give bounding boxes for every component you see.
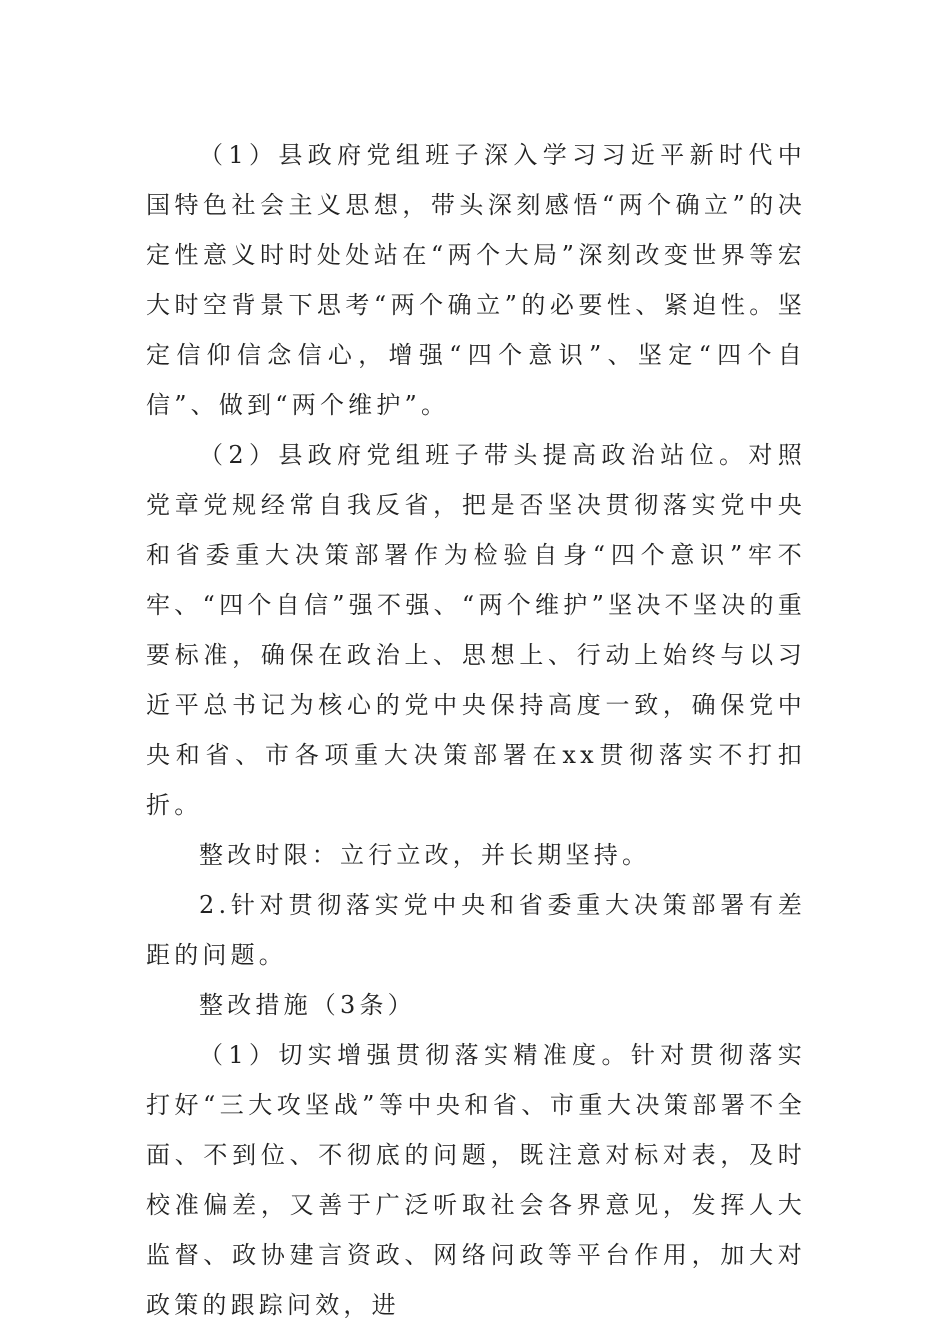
paragraph-precision-measure: （1）切实增强贯彻落实精准度。针对贯彻落实打好“三大攻坚战”等中央和省、市重大决策部署不全面、不到位、不彻底的问题，既注意对标对表，及时校准偏差，又善于广泛听取社会各界意见，发挥人大监督、政协建言资政、网络问政等平台作用，加大对政策的跟踪问效，进 [146,1041,806,1319]
paragraph-study-thought: （1）县政府党组班子深入学习习近平新时代中国特色社会主义思想，带头深刻感悟“两个确立”的决定性意义时时处处站在“两个大局”深刻改变世界等宏大时空背景下思考“两个确立”的必要性、紧迫性。坚定信仰信念信心，增强“四个意识”、坚定“四个自信”、做到“两个维护”。 [146,141,806,419]
paragraph-issue-heading: 2.针对贯彻落实党中央和省委重大决策部署有差距的问题。 [146,891,806,969]
paragraph-rectification-deadline: 整改时限：立行立改，并长期坚持。 [199,841,651,869]
paragraph-political-standing: （2）县政府党组班子带头提高政治站位。对照党章党规经常自我反省，把是否坚决贯彻落实党中央和省委重大决策部署作为检验自身“四个意识”牢不牢、“四个自信”强不强、“两个维护”坚决不坚决的重要标准，确保在政治上、思想上、行动上始终与以习近平总书记为核心的党中央保持高度一致，确保党中央和省、市各项重大决策部署在xx贯彻落实不打扣折。 [146,441,806,819]
document-body [146,130,806,1330]
paragraph-measures-heading: 整改措施（3条） [199,991,416,1019]
